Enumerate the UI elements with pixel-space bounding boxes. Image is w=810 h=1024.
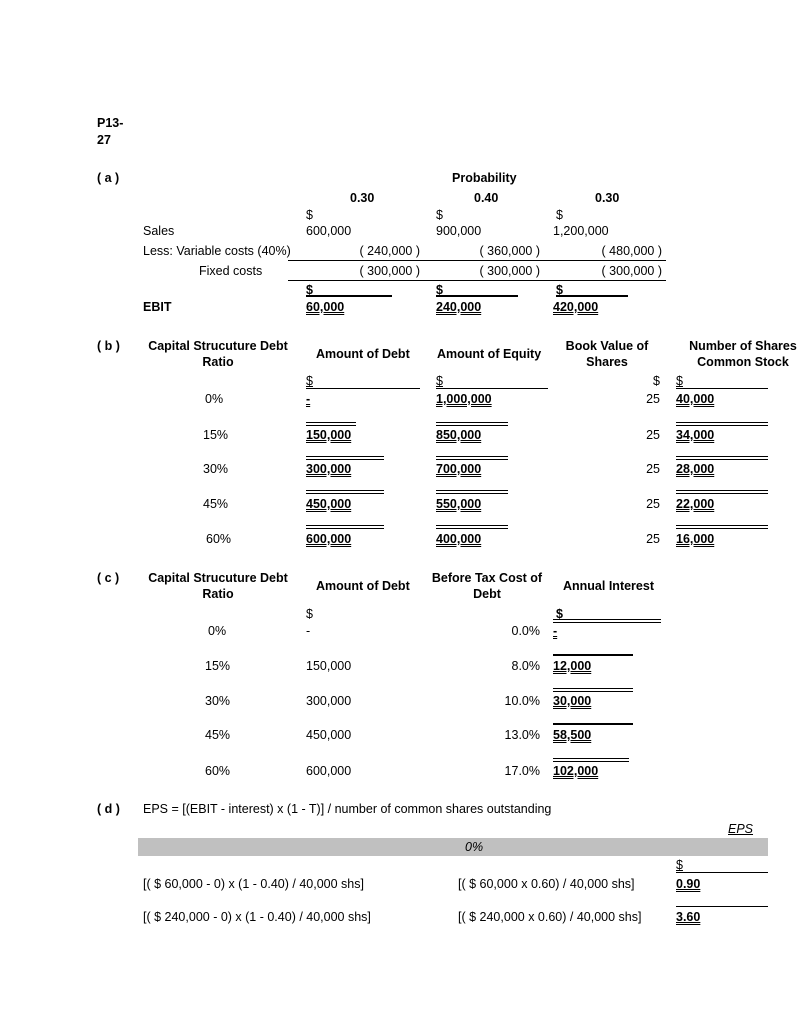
book-value: 25 xyxy=(646,462,660,476)
amount-of-debt: 300,000 xyxy=(306,462,352,476)
amount-of-equity: 850,000 xyxy=(436,428,482,442)
eps-header: EPS xyxy=(728,822,754,836)
rule-line xyxy=(436,422,508,426)
rule-line xyxy=(676,456,768,460)
part-d-label: ( d ) xyxy=(97,802,120,816)
debt-ratio: 30% xyxy=(203,462,229,476)
book-value: 25 xyxy=(646,532,660,546)
debt-ratio: 45% xyxy=(203,497,229,511)
sales-value: 1,200,000 xyxy=(553,224,609,238)
fixed-costs-value: ( 300,000 ) xyxy=(479,264,540,278)
rule-line xyxy=(288,280,666,281)
amount-of-debt: 450,000 xyxy=(306,728,352,742)
rule-line xyxy=(306,525,384,529)
rule-line xyxy=(676,490,768,494)
part-a-label: ( a ) xyxy=(97,171,120,185)
rule-line xyxy=(306,422,356,426)
probability-2: 0.40 xyxy=(474,191,499,205)
problem-id-line1: P13- xyxy=(97,116,124,130)
sales-label: Sales xyxy=(143,224,175,238)
rule-line xyxy=(436,525,508,529)
number-of-shares: 40,000 xyxy=(676,392,715,406)
dollar-sign: $ xyxy=(436,208,443,222)
header-debt-ratio: Capital Strucuture Debt Ratio xyxy=(148,571,288,601)
probability-3: 0.30 xyxy=(595,191,620,205)
eps-simplified: [( $ 240,000 x 0.60) / 40,000 shs] xyxy=(458,910,642,924)
cost-of-debt: 10.0% xyxy=(504,694,540,708)
cost-of-debt: 0.0% xyxy=(511,624,540,638)
section-band xyxy=(138,838,768,856)
header-amount-of-debt: Amount of Debt xyxy=(316,579,410,593)
dollar-sign: $ xyxy=(556,208,563,222)
fixed-costs-label: Fixed costs xyxy=(199,264,263,278)
rule-line xyxy=(436,456,508,460)
amount-of-equity: 550,000 xyxy=(436,497,482,511)
debt-ratio: 60% xyxy=(206,532,232,546)
ebit-value: 60,000 xyxy=(306,300,345,314)
eps-value: 3.60 xyxy=(676,910,701,924)
probability-header: Probability xyxy=(452,171,517,185)
annual-interest: 102,000 xyxy=(553,764,599,778)
amount-of-equity: 700,000 xyxy=(436,462,482,476)
debt-ratio: 60% xyxy=(205,764,231,778)
debt-ratio: 0% xyxy=(205,392,224,406)
variable-costs-value: ( 240,000 ) xyxy=(359,244,420,258)
eps-expression: [( $ 60,000 - 0) x (1 - 0.40) / 40,000 shs] xyxy=(143,877,364,891)
dollar-sign: $ xyxy=(653,374,660,388)
number-of-shares: 28,000 xyxy=(676,462,715,476)
header-cost-of-debt: Before Tax Cost of Debt xyxy=(431,571,543,601)
eps-value: 0.90 xyxy=(676,877,701,891)
amount-of-debt: 600,000 xyxy=(306,532,352,546)
amount-of-equity: 1,000,000 xyxy=(436,392,492,406)
dollar-sign: $ xyxy=(436,374,443,388)
dollar-sign: $ xyxy=(676,374,683,388)
header-amount-of-equity: Amount of Equity xyxy=(437,347,542,361)
amount-of-debt: 150,000 xyxy=(306,428,352,442)
sales-value: 600,000 xyxy=(306,224,352,238)
book-value: 25 xyxy=(646,497,660,511)
cost-of-debt: 17.0% xyxy=(504,764,540,778)
debt-ratio: 0% xyxy=(208,624,227,638)
fixed-costs-value: ( 300,000 ) xyxy=(359,264,420,278)
header-annual-interest: Annual Interest xyxy=(563,579,654,593)
problem-id-line2: 27 xyxy=(97,133,111,147)
rule-line xyxy=(676,422,768,426)
dollar-sign: $ xyxy=(556,607,563,621)
annual-interest: 30,000 xyxy=(553,694,592,708)
rule-line xyxy=(676,872,768,873)
number-of-shares: 16,000 xyxy=(676,532,715,546)
rule-line xyxy=(306,388,420,389)
ebit-value: 420,000 xyxy=(553,300,599,314)
debt-ratio: 45% xyxy=(205,728,231,742)
annual-interest: 58,500 xyxy=(553,728,592,742)
dollar-sign: $ xyxy=(676,858,683,872)
ebit-value: 240,000 xyxy=(436,300,482,314)
header-book-value: Book Value of Shares xyxy=(565,339,649,369)
header-number-of-shares: Number of Shares Common Stock xyxy=(689,339,797,369)
header-amount-of-debt: Amount of Debt xyxy=(316,347,410,361)
rule-line xyxy=(553,723,633,725)
band-label: 0% xyxy=(465,840,484,854)
probability-1: 0.30 xyxy=(350,191,375,205)
rule-line xyxy=(676,388,768,389)
amount-of-debt: - xyxy=(306,392,311,406)
rule-line xyxy=(676,525,768,529)
amount-of-equity: 400,000 xyxy=(436,532,482,546)
dollar-sign: $ xyxy=(556,283,563,297)
rule-line xyxy=(306,456,384,460)
dollar-sign: $ xyxy=(306,374,313,388)
ebit-label: EBIT xyxy=(143,300,172,314)
debt-ratio: 15% xyxy=(203,428,229,442)
cost-of-debt: 8.0% xyxy=(511,659,540,673)
variable-costs-value: ( 360,000 ) xyxy=(479,244,540,258)
amount-of-debt: - xyxy=(306,624,311,638)
debt-ratio: 15% xyxy=(205,659,231,673)
debt-ratio: 30% xyxy=(205,694,231,708)
annual-interest: - xyxy=(553,624,558,638)
dollar-sign: $ xyxy=(436,283,443,297)
rule-line xyxy=(436,388,548,389)
cost-of-debt: 13.0% xyxy=(504,728,540,742)
rule-line xyxy=(436,490,508,494)
rule-line xyxy=(306,490,384,494)
rule-line xyxy=(306,295,392,297)
rule-line xyxy=(553,688,633,692)
variable-costs-label: Less: Variable costs (40%) xyxy=(143,244,291,258)
amount-of-debt: 150,000 xyxy=(306,659,352,673)
sales-value: 900,000 xyxy=(436,224,482,238)
rule-line xyxy=(676,906,768,907)
eps-expression: [( $ 240,000 - 0) x (1 - 0.40) / 40,000 shs] xyxy=(143,910,371,924)
rule-line xyxy=(288,260,666,261)
number-of-shares: 34,000 xyxy=(676,428,715,442)
annual-interest: 12,000 xyxy=(553,659,592,673)
rule-line xyxy=(556,295,628,297)
book-value: 25 xyxy=(646,428,660,442)
amount-of-debt: 600,000 xyxy=(306,764,352,778)
amount-of-debt: 450,000 xyxy=(306,497,352,511)
header-debt-ratio: Capital Strucuture Debt Ratio xyxy=(148,339,288,369)
book-value: 25 xyxy=(646,392,660,406)
rule-line xyxy=(553,654,633,656)
rule-line xyxy=(436,295,518,297)
part-b-label: ( b ) xyxy=(97,339,120,353)
dollar-sign: $ xyxy=(306,607,313,621)
dollar-sign: $ xyxy=(306,208,313,222)
amount-of-debt: 300,000 xyxy=(306,694,352,708)
rule-line xyxy=(553,619,661,623)
eps-formula: EPS = [(EBIT - interest) x (1 - T)] / number of common shares outstanding xyxy=(143,802,552,816)
variable-costs-value: ( 480,000 ) xyxy=(601,244,662,258)
rule-line xyxy=(553,758,629,762)
fixed-costs-value: ( 300,000 ) xyxy=(601,264,662,278)
dollar-sign: $ xyxy=(306,283,313,297)
eps-simplified: [( $ 60,000 x 0.60) / 40,000 shs] xyxy=(458,877,635,891)
number-of-shares: 22,000 xyxy=(676,497,715,511)
part-c-label: ( c ) xyxy=(97,571,120,585)
